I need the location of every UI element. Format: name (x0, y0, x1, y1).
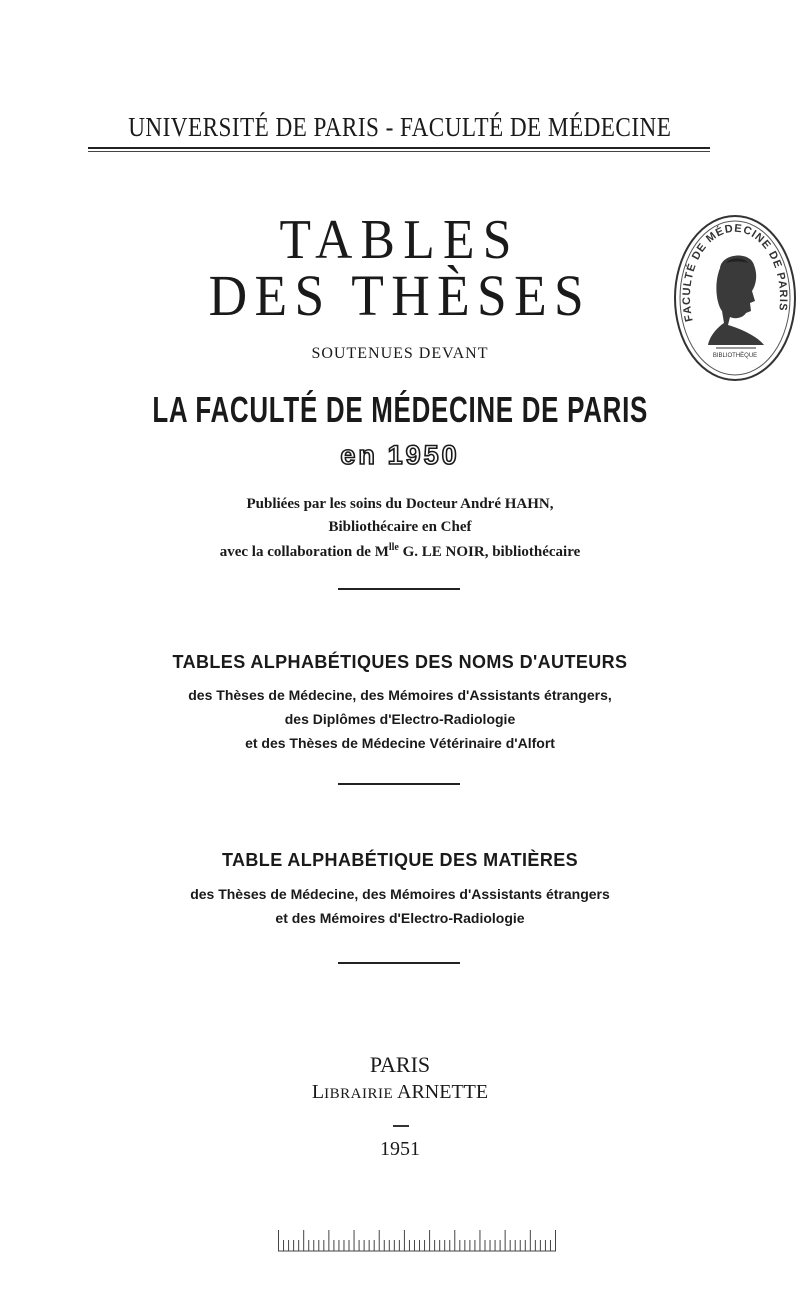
header-rule-thin (88, 151, 710, 152)
en-word: en (340, 440, 378, 470)
authors-table-line-2: des Diplômes d'Electro-Radiologie (284, 711, 516, 727)
publisher-smallcaps: IBRAIRIE (324, 1086, 394, 1102)
university-header: UNIVERSITÉ DE PARIS - FACULTÉ DE MÉDECINE (128, 112, 672, 142)
publisher-name: ARNETTE (397, 1081, 489, 1103)
title-line-2: DES THÈSES (208, 263, 592, 328)
stamp-text: FACULTÉ DE MÉDECINE DE PARIS (680, 222, 790, 323)
imprint-publisher (0, 1081, 800, 1104)
imprint-city: PARIS (369, 1052, 431, 1077)
separator-1 (338, 588, 460, 590)
subjects-table-line-2: et des Mémoires d'Electro-Radiologie (275, 910, 525, 926)
subjects-table-line-1: des Thèses de Médecine, des Mémoires d'Assistants étrangers (190, 886, 610, 902)
authors-table-line-1: des Thèses de Médecine, des Mémoires d'Assistants étrangers, (188, 687, 612, 703)
publisher-line-3-a: avec la collaboration de M (219, 544, 389, 560)
publisher-initial: L (311, 1081, 325, 1103)
library-stamp-seal (672, 213, 798, 383)
publisher-line-3-sup: lle (388, 542, 399, 553)
thesis-year (0, 440, 800, 471)
scale-ruler (278, 1226, 556, 1252)
year-number: 1950 (387, 440, 460, 470)
imprint-year: 1951 (380, 1138, 420, 1160)
title-line-1: TABLES (279, 209, 521, 271)
faculty-name: LA FACULTÉ DE MÉDECINE DE PARIS (152, 389, 648, 430)
portrait-icon (708, 256, 764, 345)
publisher-line-2: Bibliothécaire en Chef (328, 519, 472, 535)
publisher-line-1: Publiées par les soins du Docteur André HAHN, (246, 496, 554, 512)
separator-3 (338, 962, 460, 964)
publisher-line-3 (0, 542, 800, 561)
publisher-line-3-b: G. LE NOIR, bibliothécaire (398, 544, 581, 560)
authors-table-line-3: et des Thèses de Médecine Vétérinaire d'Alfort (245, 735, 555, 751)
separator-2 (338, 783, 460, 785)
authors-table-title: TABLES ALPHABÉTIQUES DES NOMS D'AUTEURS (172, 652, 628, 672)
stamp-sub-text: BIBLIOTHÈQUE (712, 353, 758, 359)
header-rule-thick (88, 147, 710, 149)
subjects-table-title: TABLE ALPHABÉTIQUE DES MATIÈRES (221, 850, 579, 870)
imprint-dash (393, 1125, 409, 1127)
subtitle-soutenues: SOUTENUES DEVANT (311, 345, 489, 362)
